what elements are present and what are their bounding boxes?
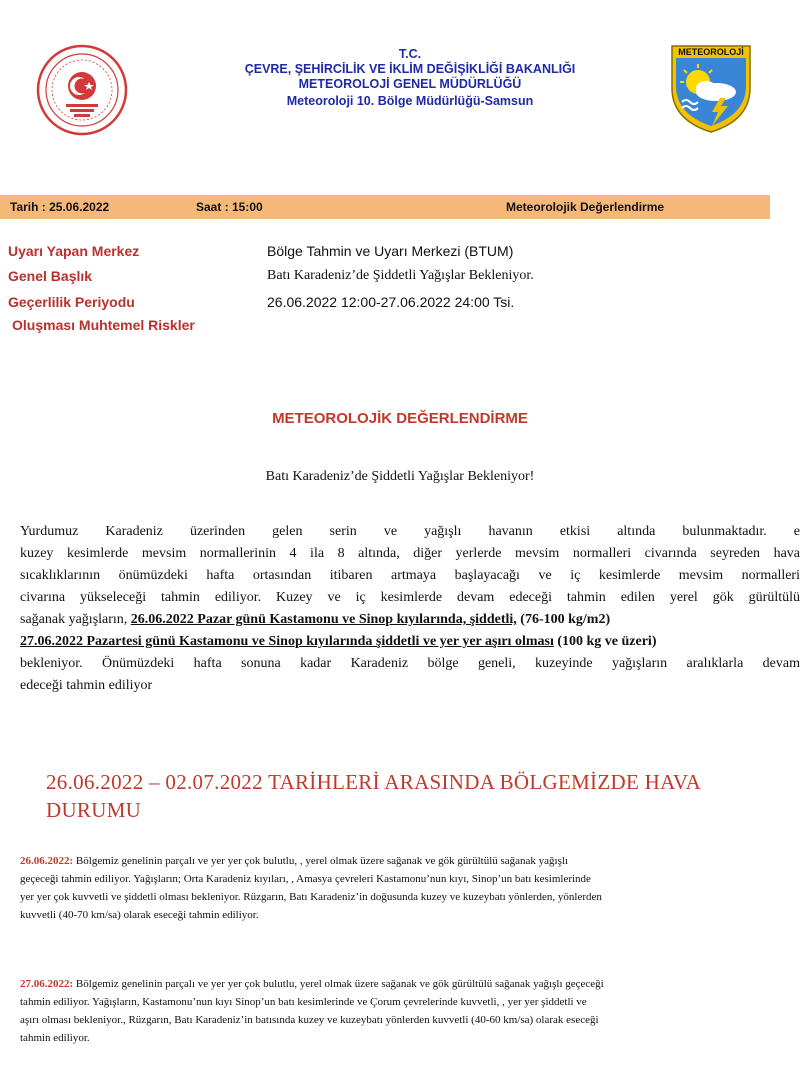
assessment-paragraph — [20, 521, 800, 697]
day-text: yer yer çok kuvvetli ve şiddetli olması bekleniyor. Rüzgarın, Batı Karadeniz’in doğusunda kuzey ve kuzeybatı yönlerden, yönlerden — [20, 891, 602, 903]
field-label-title: Genel Başlık — [8, 268, 93, 284]
paragraph-line: bekleniyor. Önümüzdeki hafta sonuna kadar Karadeniz bölge geneli, kuzeyinde yağışların aralıklarla devam — [20, 656, 800, 671]
paragraph-line — [20, 609, 800, 631]
logo-text: METEOROLOJİ — [678, 47, 744, 57]
bar-title: Meteorolojik Değerlendirme — [506, 200, 665, 214]
subtitle: Batı Karadeniz’de Şiddetli Yağışlar Bekleniyor! — [265, 469, 535, 484]
header-ministry: ÇEVRE, ŞEHİRCİLİK VE İKLİM DEĞİŞİKLİĞİ BAKANLIĞI — [244, 62, 576, 76]
meteoroloji-logo — [668, 42, 754, 134]
field-label-center: Uyarı Yapan Merkez — [8, 243, 140, 259]
header-directorate: METEOROLOJİ GENEL MÜDÜRLÜĞÜ — [298, 77, 522, 91]
forecast-title-line: 26.06.2022 – 02.07.2022 TARİHLERİ ARASINDA BÖLGEMİZDE HAVA — [46, 770, 702, 794]
forecast-title-line: DURUMU — [46, 798, 142, 822]
day-text: Bölgemiz genelinin parçalı ve yer yer çok bulutlu, , yerel olmak üzere sağanak ve gök gürültülü sağanak yağışlı — [73, 855, 569, 867]
day-text: aşırı olması bekleniyor., Rüzgarın, Batı Karadeniz’in batısında kuzey ve kuzeybatı yönlerden kuvvetli (40-60 km/sa) olarak eseceği — [20, 1014, 599, 1026]
day-text: tahmin ediliyor. Yağışların, Kastamonu’nun kıyı Sinop’un batı kesimlerinde ve Çorum çevrelerinde kuvvetli, , yer yer şiddetli ve — [20, 996, 587, 1008]
section-title: METEOROLOJİK DEĞERLENDİRME — [272, 410, 528, 427]
day-text: tahmin ediliyor. — [20, 1032, 90, 1044]
date-text: Tarih : 25.06.2022 — [10, 200, 110, 214]
amount-text: (76-100 kg/m2) — [516, 612, 611, 627]
info-bar — [0, 195, 770, 219]
highlight-text: 27.06.2022 Pazartesi günü Kastamonu ve Sinop kıyılarında şiddetli ve yer yer aşırı olması — [20, 634, 554, 649]
day-forecast-1 — [20, 852, 780, 924]
paragraph-line — [20, 631, 800, 653]
amount-text: (100 kg ve üzeri) — [553, 634, 657, 649]
ministry-seal-logo — [36, 44, 128, 136]
day-date: 26.06.2022: — [20, 855, 74, 867]
day-date: 27.06.2022: — [20, 978, 74, 990]
forecast-title — [46, 768, 766, 824]
highlight-text: 26.06.2022 Pazar günü Kastamonu ve Sinop kıyılarında, şiddetli, — [130, 612, 517, 627]
paragraph-line: edeceği tahmin ediliyor — [20, 678, 153, 693]
field-value-period: 26.06.2022 12:00-27.06.2022 24:00 Tsi. — [267, 294, 515, 310]
paragraph-line: civarına yükseleceği tahmin ediliyor. Kuzey ve iç kesimlerde devam edeceği tahmin edilen yerel gök gürültülü — [20, 590, 800, 605]
paragraph-line: sıcaklıklarının önümüzdeki hafta ortasından itibaren artmaya başlayacağı ve iç kesimlerde mevsim normalleri — [20, 568, 800, 583]
paragraph-line: kuzey kesimlerde mevsim normallerinin 4 ila 8 altında, diğer yerlerde mevsim normalleri civarında seyreden hava — [20, 546, 800, 561]
day-text: Bölgemiz genelinin parçalı ve yer yer çok bulutlu, yerel olmak üzere sağanak ve gök gürültülü sağanak yağışlı geçeceği — [73, 978, 604, 990]
field-value-title: Batı Karadeniz’de Şiddetli Yağışlar Bekleniyor. — [267, 268, 534, 283]
field-value-center: Bölge Tahmin ve Uyarı Merkezi (BTUM) — [267, 243, 514, 259]
header-tc: T.C. — [398, 47, 422, 61]
time-text: Saat : 15:00 — [196, 200, 263, 214]
day-forecast-2 — [20, 975, 780, 1047]
day-text: geçeceği tahmin ediliyor. Yağışların; Orta Karadeniz kıyıları, , Amasya çevreleri Kastamonu’nun kıyı, Sinop’un batı kesimlerinde — [20, 873, 591, 885]
header-regional: Meteoroloji 10. Bölge Müdürlüğü-Samsun — [286, 94, 534, 108]
field-label-period: Geçerlilik Periyodu — [8, 294, 135, 310]
day-text: kuvvetli (40-70 km/sa) olarak eseceği tahmin ediliyor. — [20, 909, 259, 921]
paragraph-text: sağanak yağışların, — [20, 612, 131, 627]
field-label-risks: Oluşması Muhtemel Riskler — [12, 317, 195, 333]
paragraph-line: Yurdumuz Karadeniz üzerinden gelen serin ve yağışlı havanın etkisi altında bulunmaktadır. e — [20, 524, 800, 539]
